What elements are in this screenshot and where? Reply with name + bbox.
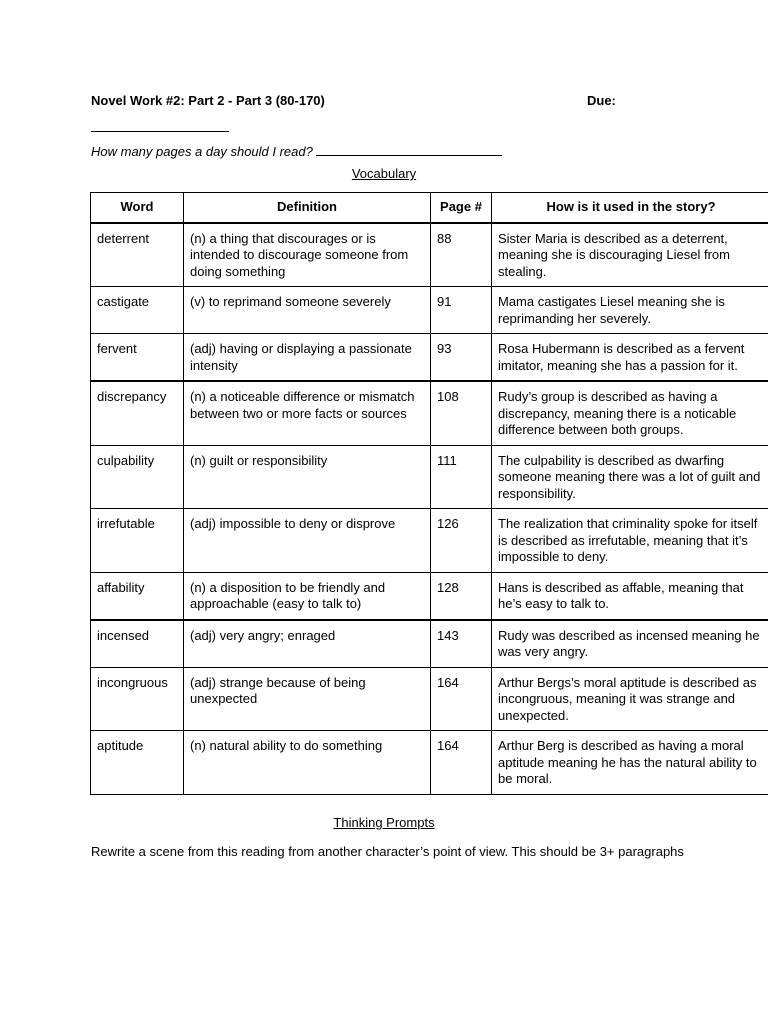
usage-cell[interactable]: Sister Maria is described as a deterrent, meaning she is discouraging Liesel from stealing. (492, 223, 768, 287)
due-blank-line[interactable] (91, 113, 229, 132)
definition-cell: (adj) having or displaying a passionate intensity (184, 334, 431, 382)
pages-question-text: How many pages a day should I read? (91, 144, 313, 159)
usage-cell[interactable]: Rudy’s group is described as having a discrepancy, meaning there is a noticable difference between both groups. (492, 381, 768, 445)
page-cell: 93 (431, 334, 492, 382)
usage-cell[interactable]: Hans is described as affable, meaning that he’s easy to talk to. (492, 572, 768, 620)
assignment-title: Novel Work #2: Part 2 - Part 3 (80-170) (91, 93, 325, 108)
usage-cell[interactable]: Arthur Berg is described as having a moral aptitude meaning he has the natural ability to be moral. (492, 731, 768, 795)
page-cell: 164 (431, 731, 492, 795)
word-cell: affability (91, 572, 184, 620)
due-label: Due: (587, 93, 616, 108)
table-row (91, 572, 768, 620)
pages-question (91, 143, 502, 159)
word-cell: aptitude (91, 731, 184, 795)
page-cell: 164 (431, 667, 492, 731)
definition-cell: (n) a disposition to be friendly and approachable (easy to talk to) (184, 572, 431, 620)
column-header-page: Page # (431, 193, 492, 223)
definition-cell: (n) a thing that discourages or is intended to discourage someone from doing something (184, 223, 431, 287)
definition-cell: (adj) impossible to deny or disprove (184, 509, 431, 573)
table-row (91, 223, 768, 287)
table-row (91, 445, 768, 509)
definition-cell: (v) to reprimand someone severely (184, 287, 431, 334)
definition-cell: (n) a noticeable difference or mismatch between two or more facts or sources (184, 381, 431, 445)
pages-answer-blank[interactable] (316, 143, 502, 156)
page-cell: 128 (431, 572, 492, 620)
column-header-usage: How is it used in the story? (492, 193, 768, 223)
usage-cell[interactable]: The culpability is described as dwarfing someone meaning there was a lot of guilt and responsibility. (492, 445, 768, 509)
column-header-definition: Definition (184, 193, 431, 223)
definition-cell: (n) natural ability to do something (184, 731, 431, 795)
definition-cell: (adj) strange because of being unexpected (184, 667, 431, 731)
usage-cell[interactable]: Rudy was described as incensed meaning he was very angry. (492, 620, 768, 668)
word-cell: culpability (91, 445, 184, 509)
word-cell: incensed (91, 620, 184, 668)
table-row (91, 509, 768, 573)
table-row (91, 620, 768, 668)
word-cell: fervent (91, 334, 184, 382)
word-cell: irrefutable (91, 509, 184, 573)
definition-cell: (adj) very angry; enraged (184, 620, 431, 668)
table-row (91, 667, 768, 731)
page-cell: 91 (431, 287, 492, 334)
word-cell: deterrent (91, 223, 184, 287)
page-cell: 108 (431, 381, 492, 445)
page-cell: 88 (431, 223, 492, 287)
definition-cell: (n) guilt or responsibility (184, 445, 431, 509)
page-cell: 143 (431, 620, 492, 668)
usage-cell[interactable]: Mama castigates Liesel meaning she is reprimanding her severely. (492, 287, 768, 334)
column-header-word: Word (91, 193, 184, 223)
thinking-prompt-text: Rewrite a scene from this reading from another character’s point of view. This should be 3+ paragraphs (91, 844, 684, 859)
table-row (91, 287, 768, 334)
usage-cell[interactable]: The realization that criminality spoke for itself is described as irrefutable, meaning that it’s impossible to deny. (492, 509, 768, 573)
page-cell: 126 (431, 509, 492, 573)
thinking-prompts-heading: Thinking Prompts (333, 815, 435, 830)
table-row (91, 334, 768, 382)
usage-cell[interactable]: Arthur Bergs’s moral aptitude is described as incongruous, meaning it was strange and unexpected. (492, 667, 768, 731)
vocabulary-table (90, 192, 768, 795)
page-cell: 111 (431, 445, 492, 509)
word-cell: castigate (91, 287, 184, 334)
vocabulary-heading: Vocabulary (351, 166, 417, 181)
table-row (91, 731, 768, 795)
word-cell: discrepancy (91, 381, 184, 445)
usage-cell[interactable]: Rosa Hubermann is described as a fervent imitator, meaning she has a passion for it. (492, 334, 768, 382)
word-cell: incongruous (91, 667, 184, 731)
table-row (91, 381, 768, 445)
table-header-row (91, 193, 768, 223)
